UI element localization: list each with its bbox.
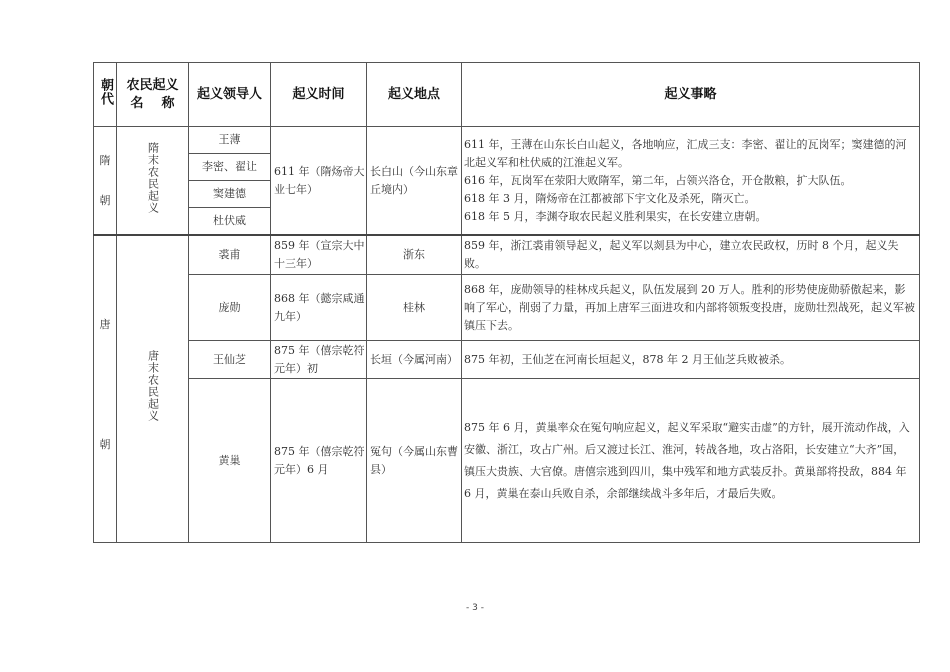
tang-leader-3: 黄巢 (189, 379, 271, 543)
sui-place: 长白山（今山东章丘境内） (367, 127, 462, 236)
tang-place-1: 桂林 (367, 275, 462, 341)
tang-time-3: 875 年（僖宗乾符元年）6 月 (271, 379, 367, 543)
header-uprising-name-line2: 名 称 (130, 95, 175, 111)
header-row (94, 63, 920, 127)
table-row (94, 235, 920, 275)
tang-place-2: 长垣（今属河南） (367, 341, 462, 379)
tang-dynasty-char-1: 唐 (99, 318, 111, 331)
sui-events (462, 127, 920, 236)
sui-leader-1: 李密、翟让 (189, 154, 271, 181)
table-row (94, 379, 920, 543)
tang-time-1: 868 年（懿宗咸通九年） (271, 275, 367, 341)
tang-leader-1: 庞勋 (189, 275, 271, 341)
uprisings-table (93, 62, 920, 543)
tang-events-1: 868 年，庞勋领导的桂林戍兵起义，队伍发展到 20 万人。胜利的形势使庞勋骄傲起来，影响了军心，削弱了力量，再加上唐军三面进攻和内部将领叛变投唐，庞勋壮烈战死，起义军被镇压下去。 (462, 275, 920, 341)
tang-leader-0: 裘甫 (189, 235, 271, 275)
tang-place-0: 浙东 (367, 235, 462, 275)
tang-events-3: 875 年 6 月，黄巢率众在冤句响应起义，起义军采取“避实击虚”的方针，展开流动作战，入安徽、浙江，攻占广州。后又渡过长江、淮河，转战各地，攻占洛阳，长安建立“大齐”国，镇压大贵族、大官僚。唐僖宗逃到四川，集中残军和地方武装反扑。黄巢部将投敌，884 年 6 月，黄巢在泰山兵败自杀，余部继续战斗多年后，才最后失败。 (462, 379, 920, 543)
tang-place-3: 冤句（今属山东曹县） (367, 379, 462, 543)
header-uprising-name-line1: 农民起义 (126, 77, 179, 93)
header-uprising-name (117, 63, 189, 127)
sui-leader-3: 杜伏威 (189, 208, 271, 236)
sui-dynasty-cell (94, 127, 117, 236)
tang-dynasty-char-2: 朝 (99, 438, 111, 451)
header-leader: 起义领导人 (189, 63, 271, 127)
tang-time-0: 859 年（宣宗大中十三年） (271, 235, 367, 275)
page-number: - 3 - (466, 603, 484, 613)
tang-dynasty-cell (94, 235, 117, 543)
header-place: 起义地点 (367, 63, 462, 127)
tang-leader-2: 王仙芝 (189, 341, 271, 379)
sui-dynasty-char-1: 隋 (99, 153, 111, 167)
sui-event-1: 616 年，瓦岗军在荥阳大败隋军，第二年，占领兴洛仓，开仓散粮，扩大队伍。 (464, 173, 852, 187)
table-row (94, 341, 920, 379)
sui-leader-0: 王薄 (189, 127, 271, 154)
sui-event-3: 618 年 5 月，李渊夺取农民起义胜利果实，在长安建立唐朝。 (464, 209, 767, 223)
tang-time-2: 875 年（僖宗乾符元年）初 (271, 341, 367, 379)
sui-leader-2: 窦建德 (189, 181, 271, 208)
header-time: 起义时间 (271, 63, 367, 127)
sui-event-2: 618 年 3 月，隋炀帝在江都被部下宇文化及杀死，隋灭亡。 (464, 191, 756, 205)
sui-time: 611 年（隋炀帝大业七年） (271, 127, 367, 236)
sui-uprising-name: 隋末农民起义 (117, 127, 189, 236)
tang-events-0: 859 年，浙江裘甫领导起义，起义军以剡县为中心，建立农民政权，历时 8 个月，起义失败。 (462, 235, 920, 275)
tang-events-2: 875 年初，王仙芝在河南长垣起义，878 年 2 月王仙芝兵败被杀。 (462, 341, 920, 379)
sui-event-0: 611 年，王薄在山东长白山起义，各地响应，汇成三支：李密、翟让的瓦岗军；窦建德的河北起义军和杜伏威的江淮起义军。 (464, 137, 907, 169)
table-row (94, 275, 920, 341)
header-dynasty: 朝代 (94, 63, 117, 127)
header-events: 起义事略 (462, 63, 920, 127)
table-row (94, 127, 920, 154)
tang-uprising-name: 唐末农民起义 (117, 235, 189, 543)
sui-dynasty-char-2: 朝 (99, 193, 111, 207)
